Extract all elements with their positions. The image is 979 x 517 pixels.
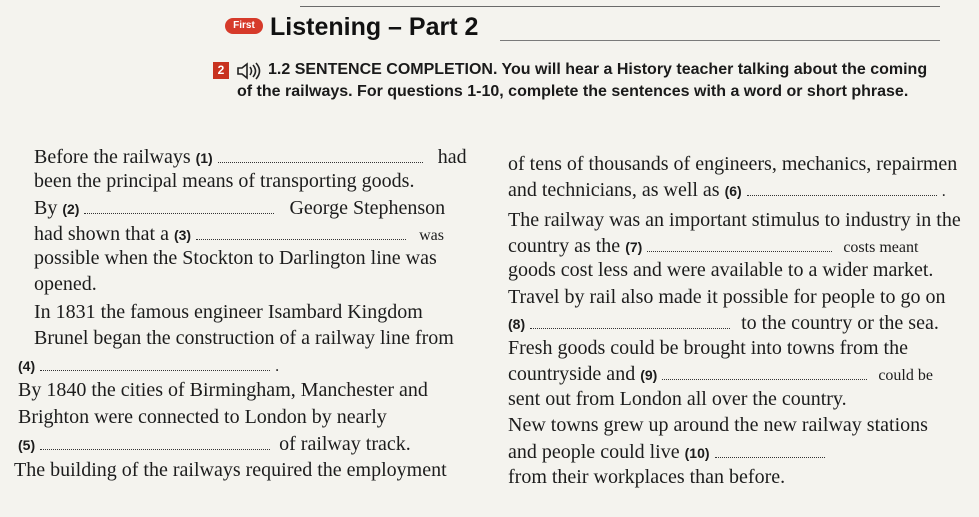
track-number: 1.2 (268, 61, 291, 78)
answer-blank-9[interactable] (662, 361, 867, 380)
right-line-10: sent out from London all over the country. (508, 388, 847, 410)
question-4-label: (4) (18, 358, 36, 374)
audio-icon[interactable] (236, 62, 262, 80)
right-line-1: of tens of thousands of engineers, mechanics, repairmen (508, 153, 958, 175)
question-1-label: (1) (195, 150, 213, 166)
answer-blank-10[interactable] (715, 439, 825, 458)
question-7-label: (7) (625, 239, 643, 255)
left-line-7: In 1831 the famous engineer Isambard Kingdom (34, 301, 423, 323)
question-2-label: (2) (62, 201, 80, 217)
left-line-2: been the principal means of transporting goods. (34, 170, 415, 192)
answer-blank-5[interactable] (40, 431, 270, 450)
task-number: 2 (213, 62, 229, 79)
right-line-7: (8) to the country or the sea. (508, 312, 939, 334)
right-line-6: Travel by rail also made it possible for people to go on (508, 286, 946, 308)
answer-blank-2[interactable] (84, 195, 274, 214)
instruction-line-1 (268, 60, 948, 80)
right-line-4: country as the (7) costs meant (508, 235, 919, 257)
title-rule (500, 40, 940, 41)
left-line-12: (5) of railway track. (18, 433, 411, 455)
right-line-5: goods cost less and were available to a wider market. (508, 259, 934, 281)
left-line-11: Brighton were connected to London by nearly (18, 406, 387, 428)
question-8-label: (8) (508, 316, 526, 332)
question-6-label: (6) (724, 183, 742, 199)
question-3-label: (3) (173, 227, 192, 243)
left-line-4: had shown that a (3) was (34, 223, 444, 245)
right-line-9: countryside and (9) could be (508, 363, 933, 385)
left-line-6: opened. (34, 273, 97, 295)
left-line-8: Brunel began the construction of a railway line from (34, 327, 454, 349)
answer-blank-7[interactable] (647, 233, 832, 252)
top-rule (300, 6, 940, 7)
left-line-5: possible when the Stockton to Darlington line was (34, 247, 437, 269)
left-line-10: By 1840 the cities of Birmingham, Manchester and (18, 379, 428, 401)
instruction-text-1: SENTENCE COMPLETION. You will hear a History teacher talking about the coming (294, 61, 928, 78)
page-title: Listening – Part 2 (270, 13, 479, 41)
answer-blank-3[interactable] (196, 221, 406, 240)
first-badge: First (225, 18, 263, 34)
question-5-label: (5) (18, 437, 36, 453)
right-line-13: from their workplaces than before. (508, 466, 786, 488)
question-9-label: (9) (640, 367, 658, 383)
right-line-8: Fresh goods could be brought into towns from the (508, 337, 908, 359)
right-line-2: and technicians, as well as (6) . (508, 179, 946, 201)
instruction-line-2: of the railways. For questions 1-10, complete the sentences with a word or short phrase. (237, 83, 909, 100)
question-10-label: (10) (684, 445, 710, 461)
answer-blank-8[interactable] (530, 310, 730, 329)
left-line-3: By (2) George Stephenson (34, 197, 446, 219)
right-line-3: The railway was an important stimulus to industry in the (508, 209, 961, 231)
answer-blank-4[interactable] (40, 352, 270, 371)
right-line-11: New towns grew up around the new railway stations (508, 414, 928, 436)
answer-blank-1[interactable] (218, 144, 423, 163)
answer-blank-6[interactable] (747, 177, 937, 196)
left-line-13: The building of the railways required the employment (14, 459, 447, 481)
right-line-12: and people could live (10) (508, 439, 825, 465)
left-line-9: (4) . (18, 352, 279, 379)
left-line-1: Before the railways (1) had (34, 146, 467, 168)
